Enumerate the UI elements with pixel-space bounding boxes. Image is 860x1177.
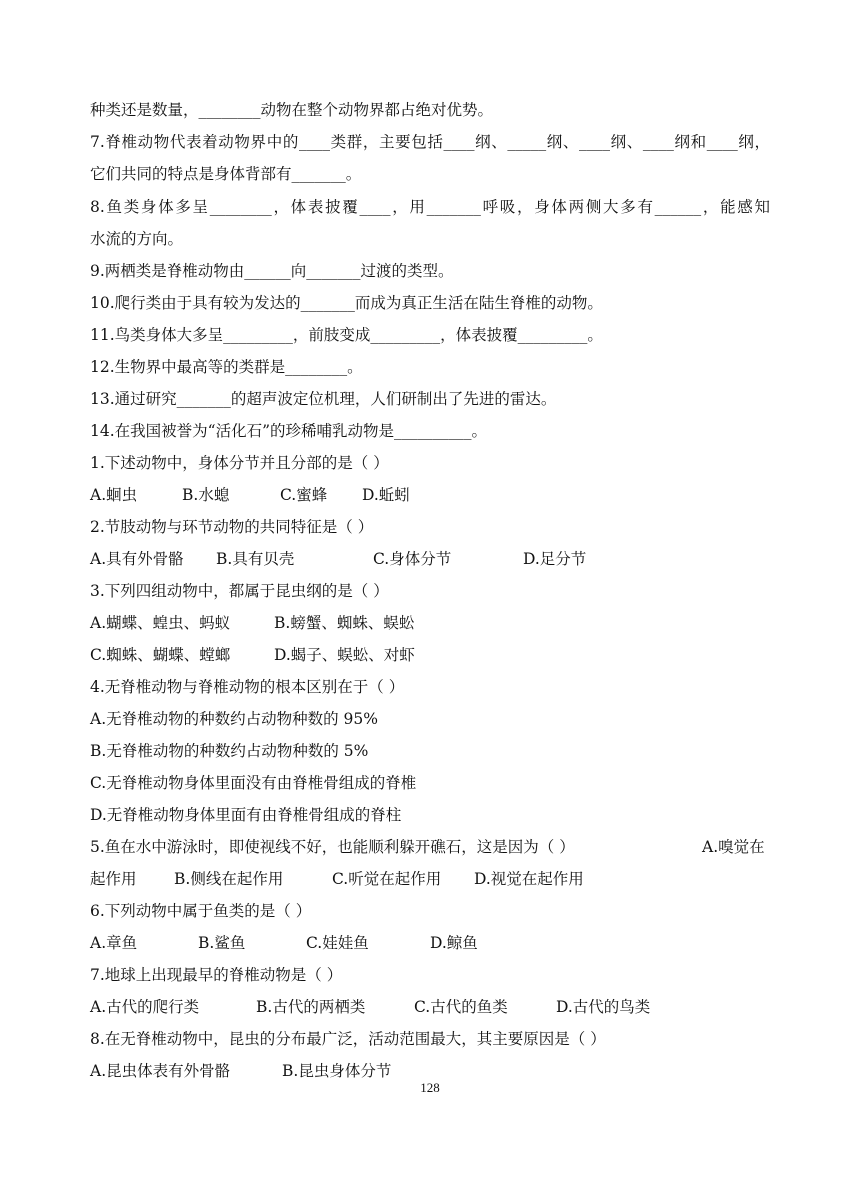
option-c: C.娃娃鱼 (306, 934, 369, 952)
option-b: B.具有贝壳 (216, 550, 295, 568)
choice-question-2-options (90, 548, 780, 570)
option-c: C.蜘蛛、蝴蝶、螳螂 (90, 646, 231, 664)
option-c: C.身体分节 (373, 550, 452, 568)
choice-question-8: 8.在无脊椎动物中，昆虫的分布最广泛，活动范围最大，其主要原因是（ ） (90, 1030, 606, 1048)
option-d: D.视觉在起作用 (474, 870, 584, 888)
option-a-part: A.嗅觉在 (702, 838, 765, 856)
option-c: C.蜜蜂 (280, 486, 328, 504)
choice-question-6: 6.下列动物中属于鱼类的是（ ） (90, 902, 312, 920)
choice-question-5-options (90, 868, 780, 890)
option-a: A.蛔虫 (90, 486, 138, 504)
fill-in-question-14: 14.在我国被誉为“活化石”的珍稀哺乳动物是__________。 (90, 422, 487, 440)
option-b: B.古代的两栖类 (256, 998, 366, 1016)
option-d: D.蚯蚓 (362, 486, 410, 504)
option-b: B.水螅 (182, 486, 230, 504)
fill-in-question-11: 11.鸟类身体大多呈_________，前肢变成_________，体表披覆_________。 (90, 326, 603, 344)
fill-in-question-13: 13.通过研究_______的超声波定位机理，人们研制出了先进的雷达。 (90, 390, 557, 408)
fill-in-question-9: 9.两栖类是脊椎动物由______向_______过渡的类型。 (90, 262, 454, 280)
choice-question-4-option-b: B.无脊椎动物的种数约占动物种数的 5% (90, 742, 369, 760)
choice-question-2: 2.节肢动物与环节动物的共同特征是（ ） (90, 518, 374, 536)
option-d: D.古代的鸟类 (556, 998, 651, 1016)
option-d: D.蝎子、蜈蚣、对虾 (274, 646, 415, 664)
choice-question-3-options-cd (90, 644, 780, 666)
option-a: A.昆虫体表有外骨骼 (90, 1062, 231, 1080)
choice-question-1: 1.下述动物中，身体分节并且分部的是（ ） (90, 454, 389, 472)
choice-question-8-options (90, 1060, 780, 1082)
choice-question-3: 3.下列四组动物中，都属于昆虫纲的是（ ） (90, 582, 389, 600)
choice-question-4-option-a: A.无脊椎动物的种数约占动物种数的 95% (90, 710, 378, 728)
fill-in-question-12: 12.生物界中最高等的类群是________。 (90, 358, 363, 376)
option-d: D.足分节 (523, 550, 587, 568)
option-a: A.蝴蝶、蝗虫、蚂蚁 (90, 614, 231, 632)
choice-question-7-options (90, 996, 780, 1018)
fill-in-question-8: 8.鱼类身体多呈________，体表披覆____，用_______呼吸，身体两侧大多有______，能感知 (90, 198, 770, 216)
option-d: D.鲸鱼 (430, 934, 478, 952)
choice-question-4: 4.无脊椎动物与脊椎动物的根本区别在于（ ） (90, 678, 405, 696)
fill-in-question-10: 10.爬行类由于具有较为发达的_______而成为真正生活在陆生脊椎的动物。 (90, 294, 603, 312)
option-a: A.具有外骨骼 (90, 550, 184, 568)
choice-question-6-options (90, 932, 780, 954)
option-b: B.螃蟹、蜘蛛、蜈蚣 (274, 614, 415, 632)
option-a: A.古代的爬行类 (90, 998, 200, 1016)
fill-in-question-7: 7.脊椎动物代表着动物界中的____类群，主要包括____纲、_____纲、____纲、____纲和____纲， (90, 133, 770, 151)
option-b: B.鲨鱼 (198, 934, 246, 952)
option-a-cont: 起作用 (90, 870, 137, 888)
option-c: C.古代的鱼类 (414, 998, 508, 1016)
fill-in-question-7-cont: 它们共同的特点是身体背部有_______。 (90, 165, 362, 183)
choice-question-4-option-d: D.无脊椎动物身体里面有由脊椎骨组成的脊柱 (90, 806, 402, 824)
page-number: 128 (420, 1080, 440, 1095)
fill-in-line-6-cont: 种类还是数量，________动物在整个动物界都占绝对优势。 (90, 101, 494, 119)
choice-question-4-option-c: C.无脊椎动物身体里面没有由脊椎骨组成的脊椎 (90, 774, 417, 792)
choice-question-7: 7.地球上出现最早的脊椎动物是（ ） (90, 966, 343, 984)
option-a: A.章鱼 (90, 934, 138, 952)
fill-in-question-8-cont: 水流的方向。 (90, 230, 184, 248)
question-5-stem: 5.鱼在水中游泳时，即使视线不好，也能顺利躲开礁石，这是因为（ ） (90, 838, 575, 856)
option-b: B.昆虫身体分节 (282, 1062, 392, 1080)
option-c: C.听觉在起作用 (332, 870, 442, 888)
choice-question-1-options (90, 484, 780, 506)
option-b: B.侧线在起作用 (174, 870, 284, 888)
choice-question-3-options-ab (90, 612, 780, 634)
choice-question-5 (90, 836, 780, 858)
